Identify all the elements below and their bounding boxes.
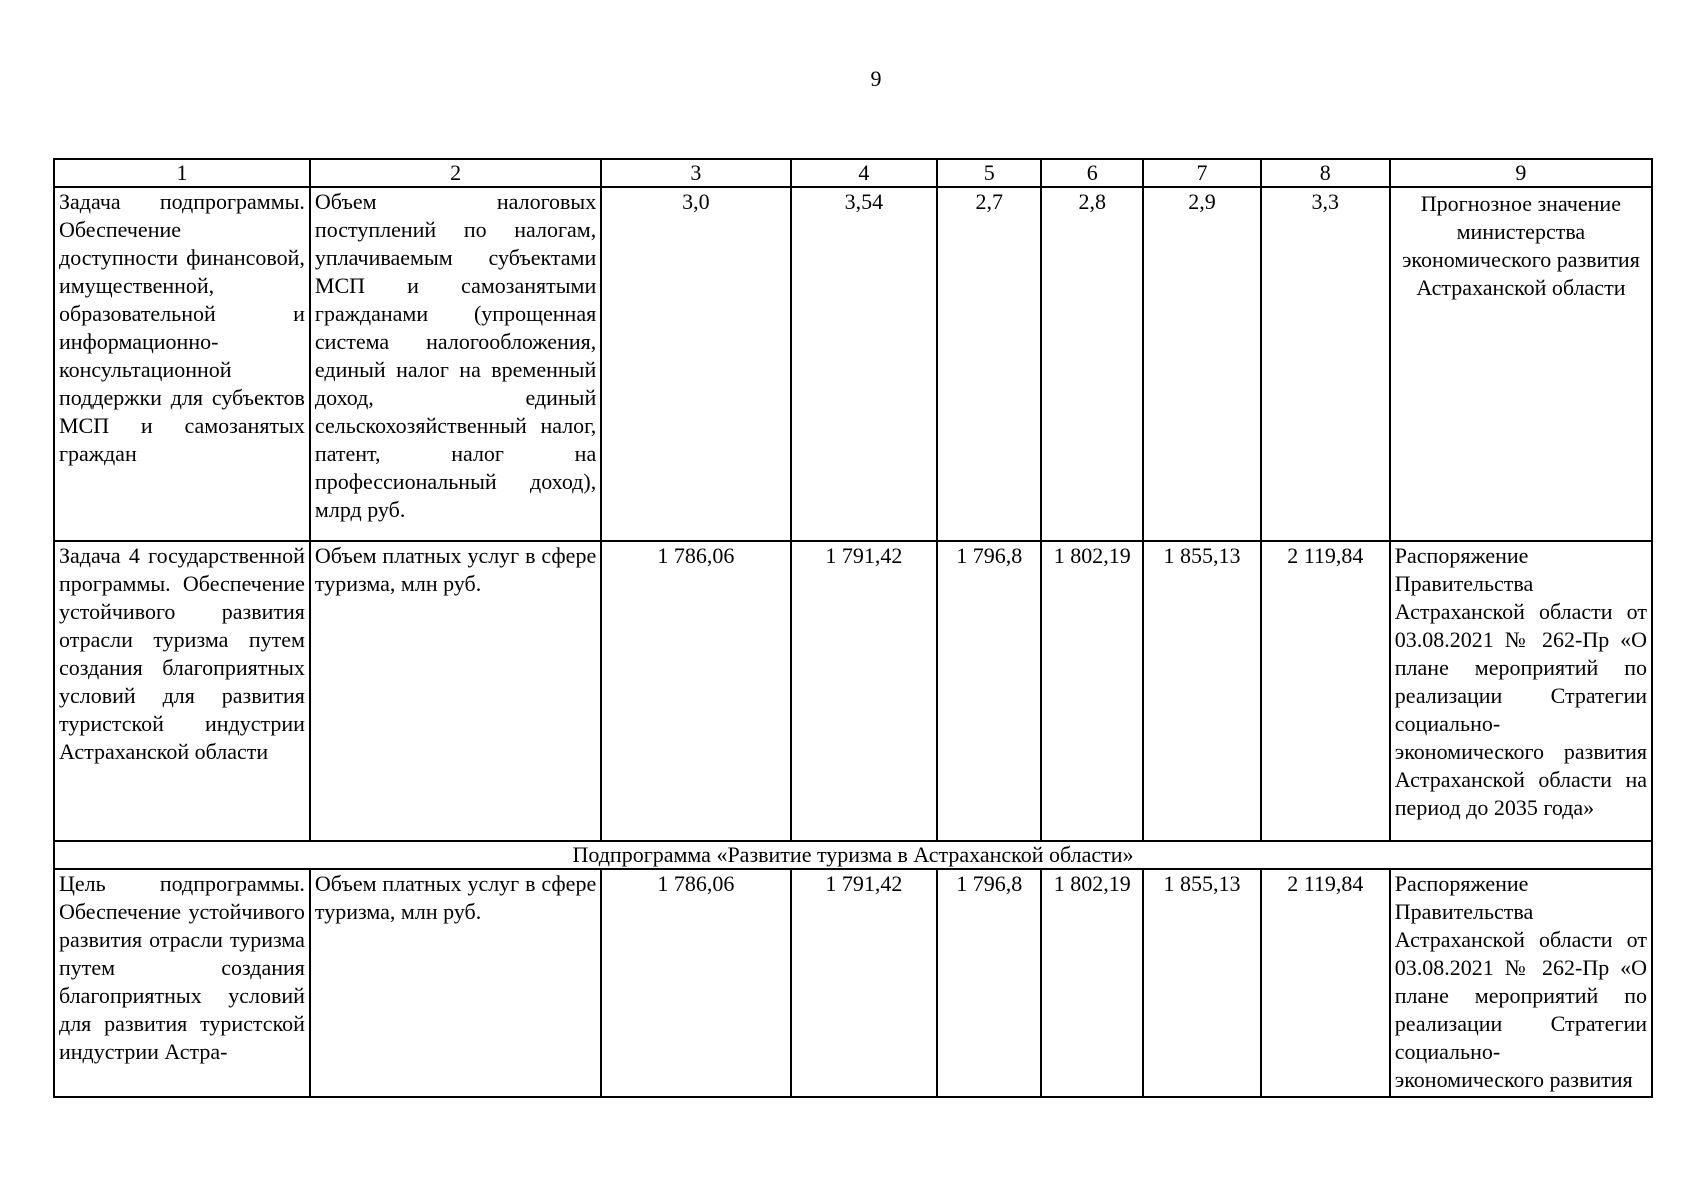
column-header: 6 [1041,159,1143,187]
indicator-cell: Объем налоговых поступлений по налогам, уплачиваемым субъектами МСП и самозанятыми гражданами (упрощенная система налогообложения, единый налог на временный доход, единый сельскохозяйственный налог, патент, налог на профессиональный доход), млрд руб. [310,187,601,541]
value-cell: 1 802,19 [1041,869,1143,1097]
value-cell: 2,8 [1041,187,1143,541]
source-cell: Распоряжение Правительства Астраханской области от 03.08.2021 № 262-Пр «О плане мероприятий по реализации Стратегии социально-экономического развития [1390,869,1652,1097]
value-cell: 1 791,42 [791,869,938,1097]
section-title: Подпрограмма «Развитие туризма в Астраханской области» [54,841,1652,869]
value-cell: 1 786,06 [601,541,790,841]
column-header: 1 [54,159,310,187]
column-header: 3 [601,159,790,187]
column-header: 9 [1390,159,1652,187]
page-number: 9 [870,66,882,91]
value-cell: 3,0 [601,187,790,541]
indicators-table [53,158,1653,1098]
column-number-row [54,159,1652,187]
indicator-cell: Объем платных услуг в сфере туризма, млн руб. [310,869,601,1097]
value-cell: 1 791,42 [791,541,938,841]
value-cell: 2,9 [1143,187,1261,541]
column-header: 8 [1261,159,1390,187]
task-cell: Цель подпрограммы. Обеспечение устойчивого развития отрасли туризма путем создания благоприятных условий для развития туристской индустрии Астра- [54,869,310,1097]
section-heading-row [54,841,1652,869]
indicator-cell: Объем платных услуг в сфере туризма, млн руб. [310,541,601,841]
column-header: 4 [791,159,938,187]
column-header: 5 [937,159,1041,187]
task-cell: Задача 4 государственной программы. Обеспечение устойчивого развития отрасли туризма путем создания благоприятных условий для развития туристской индустрии Астраханской области [54,541,310,841]
value-cell: 2,7 [937,187,1041,541]
column-header: 7 [1143,159,1261,187]
value-cell: 1 855,13 [1143,541,1261,841]
value-cell: 3,3 [1261,187,1390,541]
value-cell: 3,54 [791,187,938,541]
value-cell: 2 119,84 [1261,869,1390,1097]
value-cell: 2 119,84 [1261,541,1390,841]
value-cell: 1 855,13 [1143,869,1261,1097]
table-row [54,187,1652,541]
value-cell: 1 802,19 [1041,541,1143,841]
task-cell: Задача подпрограммы. Обеспечение доступности финансовой, имущественной, образовательной и информационно-консультационной поддержки для субъектов МСП и самозанятых граждан [54,187,310,541]
column-header: 2 [310,159,601,187]
source-cell: Прогнозное значение министерства экономического развития Астраханской области [1390,187,1652,541]
value-cell: 1 786,06 [601,869,790,1097]
table-row [54,541,1652,841]
source-cell: Распоряжение Правительства Астраханской области от 03.08.2021 № 262-Пр «О плане мероприятий по реализации Стратегии социально-экономического развития Астраханской области на период до 2035 года» [1390,541,1652,841]
table-row [54,869,1652,1097]
value-cell: 1 796,8 [937,541,1041,841]
value-cell: 1 796,8 [937,869,1041,1097]
